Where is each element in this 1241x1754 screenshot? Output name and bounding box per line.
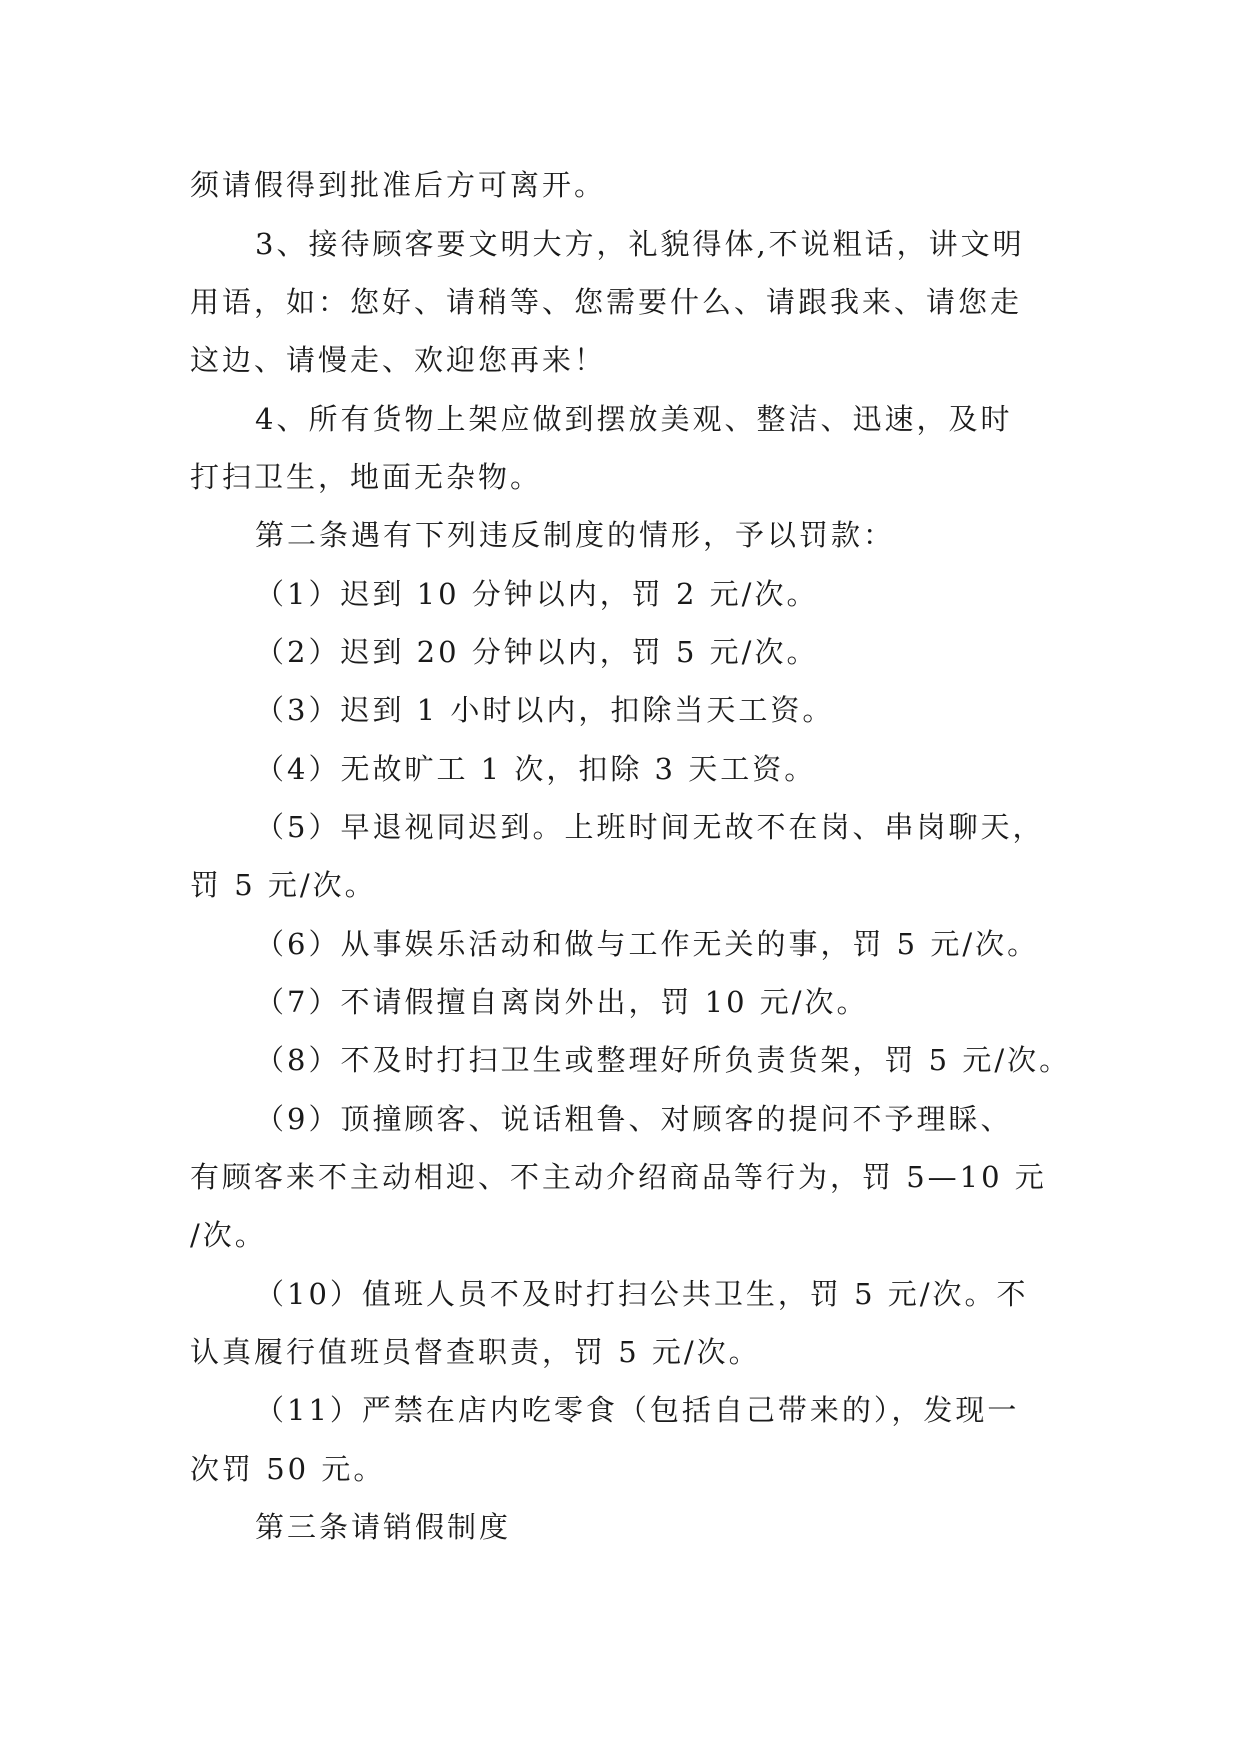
text-line: 4、所有货物上架应做到摆放美观、整洁、迅速，及时 bbox=[255, 402, 1013, 436]
list-item-continuation: 认真履行值班员督查职责，罚 5 元/次。 bbox=[190, 1335, 761, 1369]
list-item: （2）迟到 20 分钟以内，罚 5 元/次。 bbox=[255, 635, 819, 669]
list-item: （1）迟到 10 分钟以内，罚 2 元/次。 bbox=[255, 577, 819, 611]
list-item: （5）早退视同迟到。上班时间无故不在岗、串岗聊天， bbox=[255, 810, 1045, 844]
text-line: 3、接待顾客要文明大方，礼貌得体,不说粗话，讲文明 bbox=[255, 227, 1025, 261]
list-item: （9）顶撞顾客、说话粗鲁、对顾客的提问不予理睬、 bbox=[255, 1102, 1013, 1136]
list-item: （4）无故旷工 1 次，扣除 3 天工资。 bbox=[255, 752, 817, 786]
list-item-continuation: 有顾客来不主动相迎、不主动介绍商品等行为，罚 5—10 元 bbox=[190, 1160, 1047, 1194]
list-item: （10）值班人员不及时打扫公共卫生，罚 5 元/次。不 bbox=[255, 1277, 1029, 1311]
text-line: 打扫卫生，地面无杂物。 bbox=[190, 460, 543, 494]
list-item-continuation: 次罚 50 元。 bbox=[190, 1452, 386, 1486]
text-line: 这边、请慢走、欢迎您再来！ bbox=[190, 343, 607, 377]
list-item: （6）从事娱乐活动和做与工作无关的事，罚 5 元/次。 bbox=[255, 927, 1040, 961]
list-item: （7）不请假擅自离岗外出，罚 10 元/次。 bbox=[255, 985, 869, 1019]
text-line: 须请假得到批准后方可离开。 bbox=[190, 168, 607, 202]
list-item: （11）严禁在店内吃零食（包括自己带来的），发现一 bbox=[255, 1393, 1020, 1427]
list-item: （8）不及时打扫卫生或整理好所负责货架，罚 5 元/次。 bbox=[255, 1043, 1072, 1077]
section-heading: 第三条请销假制度 bbox=[255, 1510, 512, 1544]
list-item: （3）迟到 1 小时以内，扣除当天工资。 bbox=[255, 693, 835, 727]
list-item-continuation: 罚 5 元/次。 bbox=[190, 868, 377, 902]
section-heading: 第二条遇有下列违反制度的情形，予以罚款： bbox=[255, 518, 896, 552]
list-item-continuation: /次。 bbox=[190, 1218, 267, 1252]
text-line: 用语，如：您好、请稍等、您需要什么、请跟我来、请您走 bbox=[190, 285, 1023, 319]
